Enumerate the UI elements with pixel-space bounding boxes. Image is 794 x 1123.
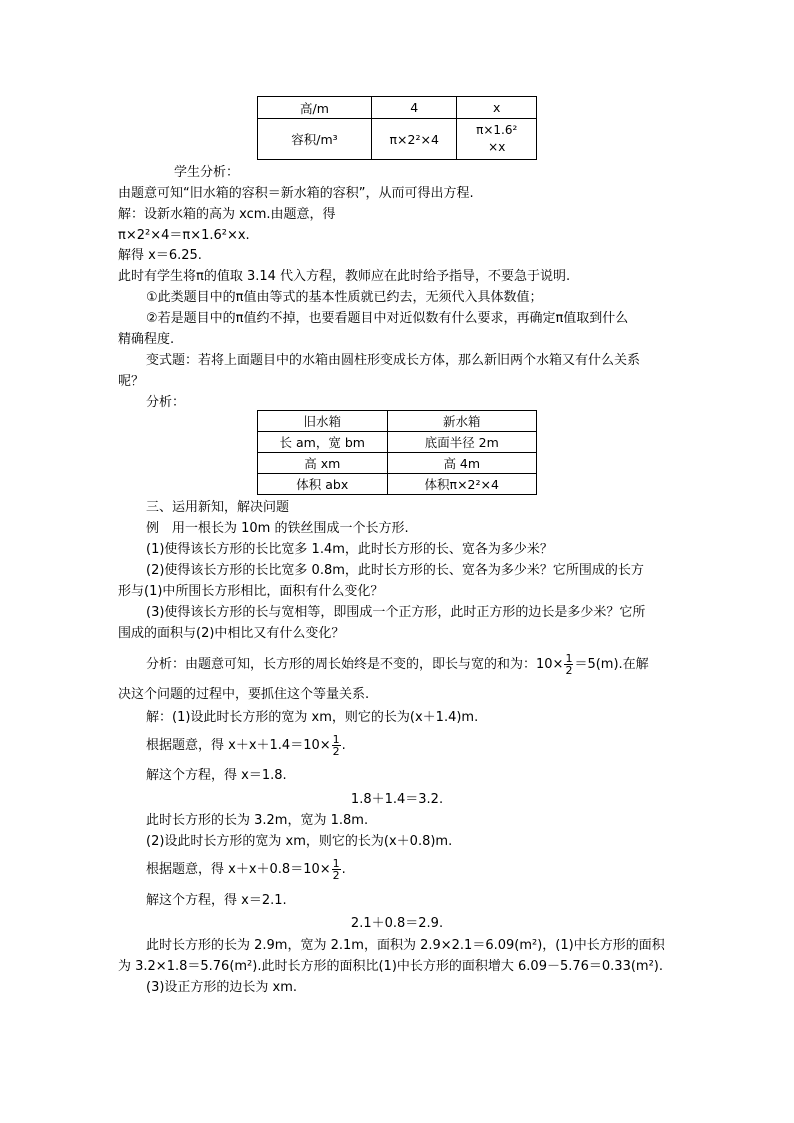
text-line — [146, 856, 346, 884]
table-cell: 体积π×2²×4 — [387, 474, 537, 495]
fraction-one-half — [564, 653, 573, 676]
table-cell: x — [457, 97, 537, 119]
table-cell: 高 xm — [258, 453, 388, 474]
table-height-volume — [257, 96, 537, 160]
table-cell: 高 4m — [387, 453, 537, 474]
fraction-numerator: 1 — [332, 857, 340, 870]
text-line: 分析： — [146, 395, 186, 410]
table-tank-comparison — [257, 410, 537, 495]
table-cell-line: π×1.6² — [476, 123, 518, 137]
text-line-centered: 1.8＋1.4＝3.2. — [350, 792, 444, 807]
text-line: 此时长方形的长为 2.9m，宽为 2.1m，面积为 2.9×2.1＝6.09(m²)，(1)中长方形的面积 — [146, 938, 665, 953]
table-row — [258, 432, 537, 453]
table-cell-line: ×x — [488, 140, 506, 154]
table-cell — [457, 119, 537, 160]
fraction-one-half — [332, 858, 341, 881]
table-header-cell: 新水箱 — [387, 411, 537, 432]
fraction-denominator: 2 — [332, 869, 340, 882]
fraction-denominator: 2 — [332, 745, 340, 758]
text-span: 根据题意，得 x＋x＋1.4＝10× — [146, 738, 331, 753]
text-line: 解这个方程，得 x＝2.1. — [146, 893, 287, 908]
table-row — [258, 119, 537, 160]
table-header-cell: 旧水箱 — [258, 411, 388, 432]
text-line: 围成的面积与(2)中相比又有什么变化？ — [118, 626, 345, 641]
text-span: . — [341, 862, 346, 877]
text-line: (2)使得该长方形的长比宽多 0.8m，此时长方形的长、宽各为多少米？它所围成的长方 — [146, 563, 644, 578]
text-line: (3)设正方形的边长为 xm. — [146, 980, 298, 995]
text-line — [146, 651, 649, 679]
fraction-one-half — [332, 734, 341, 757]
text-line: 此时长方形的长为 3.2m，宽为 1.8m. — [146, 813, 369, 828]
text-line: 精确程度. — [118, 332, 175, 347]
text-span: ＝5(m).在解 — [574, 657, 649, 672]
table-cell: 长 am，宽 bm — [258, 432, 388, 453]
text-line: 学生分析： — [174, 165, 240, 180]
text-span: . — [341, 738, 346, 753]
text-line: 由题意可知“旧水箱的容积＝新水箱的容积”，从而可得出方程. — [118, 186, 474, 201]
text-line: 为 3.2×1.8＝5.76(m²).此时长方形的面积比(1)中长方形的面积增大 6.09－5.76＝0.33(m²). — [118, 959, 664, 974]
text-line: (1)使得该长方形的长比宽多 1.4m，此时长方形的长、宽各为多少米？ — [146, 542, 553, 557]
table-row — [258, 411, 537, 432]
text-line: 此时有学生将π的值取 3.14 代入方程，教师应在此时给予指导，不要急于说明. — [118, 269, 571, 284]
table-row — [258, 474, 537, 495]
table-cell: 高/m — [258, 97, 372, 119]
table-cell: 底面半径 2m — [387, 432, 537, 453]
text-line: 变式题：若将上面题目中的水箱由圆柱形变成长方体，那么新旧两个水箱又有什么关系 — [146, 353, 641, 368]
text-line: 解这个方程，得 x＝1.8. — [146, 768, 287, 783]
text-line: 呢？ — [118, 374, 145, 389]
table-cell: 4 — [371, 97, 457, 119]
table-row — [258, 453, 537, 474]
text-line: 解得 x＝6.25. — [118, 248, 202, 263]
text-span: 分析：由题意可知，长方形的周长始终是不变的，即长与宽的和为：10× — [146, 657, 564, 672]
text-line: π×2²×4＝π×1.6²×x. — [118, 228, 250, 243]
text-line: 决这个问题的过程中，要抓住这个等量关系. — [118, 687, 370, 702]
section-heading: 三、运用新知，解决问题 — [146, 500, 290, 515]
text-line: ②若是题目中的π值约不掉，也要看题目中对近似数有什么要求，再确定π值取到什么 — [146, 311, 629, 326]
text-line — [146, 732, 346, 760]
text-line: 解：(1)设此时长方形的宽为 xm，则它的长为(x＋1.4)m. — [146, 710, 479, 725]
text-line: 例 用一根长为 10m 的铁丝围成一个长方形. — [146, 521, 409, 536]
fraction-numerator: 1 — [565, 652, 573, 665]
text-span: 根据题意，得 x＋x＋0.8＝10× — [146, 862, 331, 877]
text-line-centered: 2.1＋0.8＝2.9. — [350, 916, 444, 931]
table-cell: 容积/m³ — [258, 119, 372, 160]
text-line: (2)设此时长方形的宽为 xm，则它的长为(x＋0.8)m. — [146, 834, 453, 849]
table-cell: 体积 abx — [258, 474, 388, 495]
table-row — [258, 97, 537, 119]
text-line: ①此类题目中的π值由等式的基本性质就已约去，无须代入具体数值； — [146, 290, 543, 305]
text-line: 形与(1)中所围长方形相比，面积有什么变化？ — [118, 584, 384, 599]
table-cell: π×2²×4 — [371, 119, 457, 160]
text-line: (3)使得该长方形的长与宽相等，即围成一个正方形，此时正方形的边长是多少米？它所 — [146, 605, 646, 620]
fraction-denominator: 2 — [565, 664, 573, 677]
fraction-numerator: 1 — [332, 733, 340, 746]
text-line: 解：设新水箱的高为 xcm.由题意，得 — [118, 207, 336, 222]
